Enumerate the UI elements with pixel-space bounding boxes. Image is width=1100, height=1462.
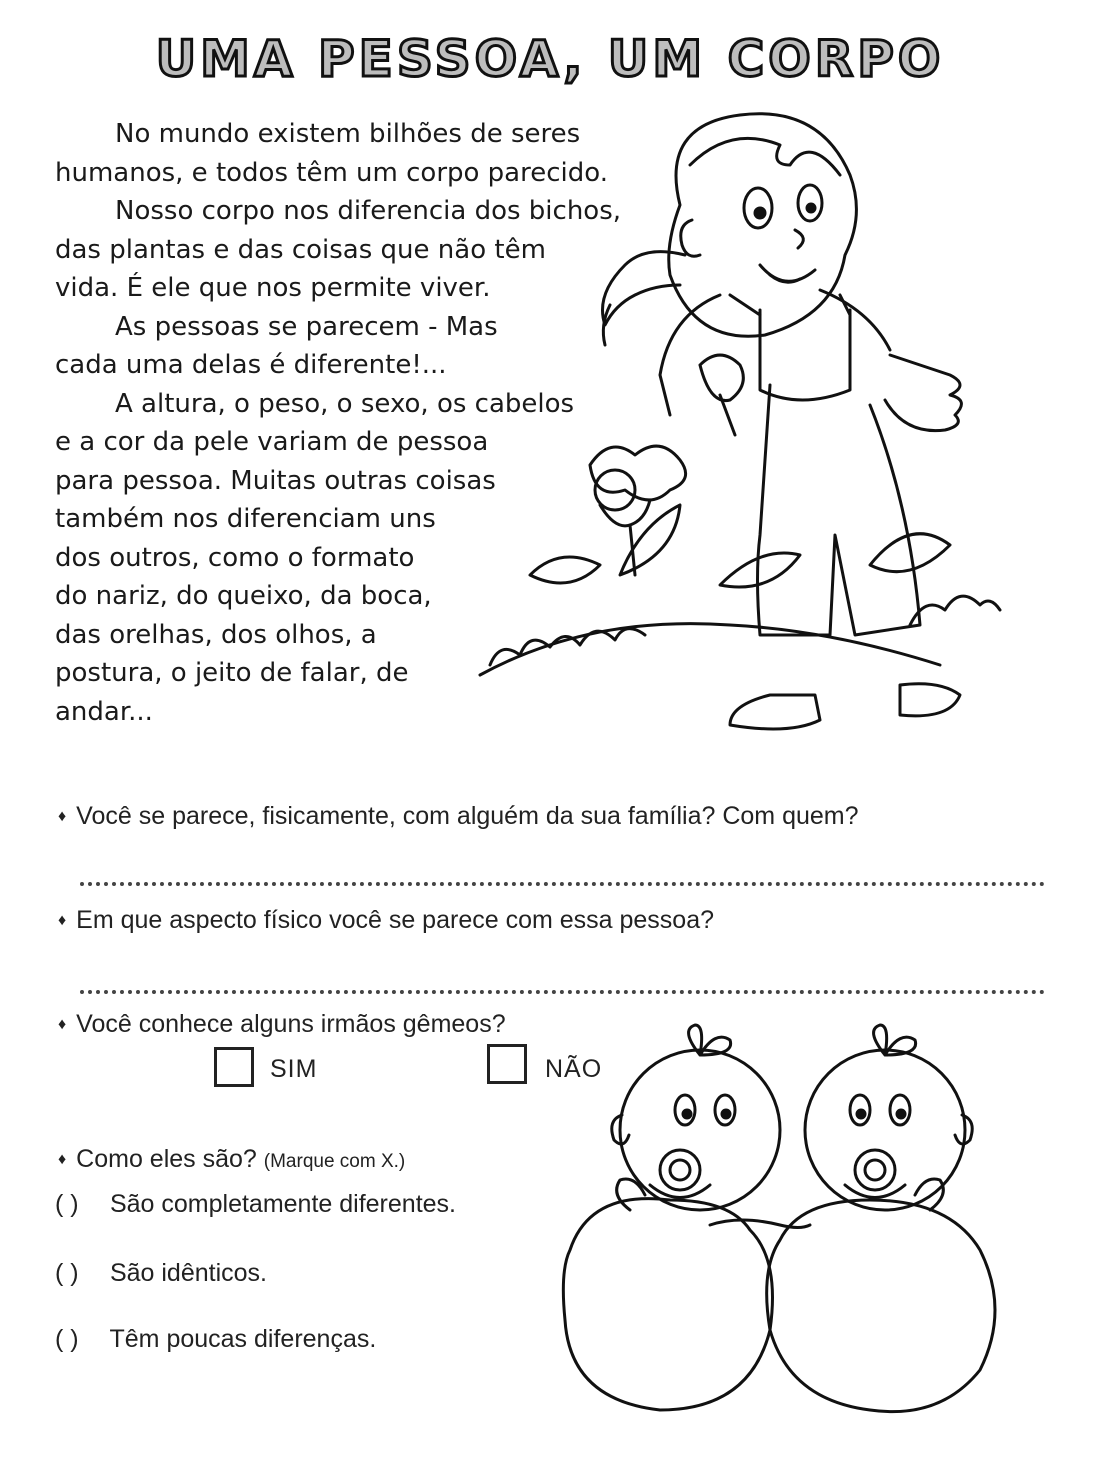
intro-line: No mundo existem bilhões de seres — [115, 119, 581, 149]
intro-line: andar... — [55, 696, 153, 727]
question-4-note: (Marque com X.) — [263, 1151, 406, 1172]
no-checkbox[interactable] — [487, 1044, 527, 1084]
question-4 — [58, 1145, 405, 1174]
intro-line: humanos, e todos têm um corpo parecido. — [55, 157, 608, 188]
page-title: UMA PESSOA, UM CORPO — [155, 30, 945, 88]
question-1 — [58, 802, 859, 831]
question-3-text: Você conhece alguns irmãos gêmeos? — [76, 1010, 506, 1038]
intro-line: e a cor da pele variam de pessoa — [55, 427, 489, 457]
intro-line: A altura, o peso, o sexo, os cabelos — [115, 388, 575, 419]
intro-line: das plantas e das coisas que não têm — [55, 234, 546, 265]
intro-line: dos outros, como o formato — [55, 542, 415, 573]
twins-illustration — [530, 1020, 1050, 1440]
option-3-mark[interactable]: ( ) — [55, 1325, 79, 1353]
option-3[interactable] — [55, 1325, 376, 1354]
question-1-text: Você se parece, fisicamente, com alguém da sua família? Com quem? — [76, 802, 859, 830]
bullet-icon: ♦ — [58, 912, 67, 929]
bullet-icon: ♦ — [58, 808, 67, 825]
option-1-text: São completamente diferentes. — [109, 1190, 456, 1218]
intro-line: As pessoas se parecem - Mas — [115, 311, 498, 342]
answer-line-2[interactable] — [80, 990, 1045, 994]
question-3 — [58, 1010, 506, 1039]
intro-line: para pessoa. Muitas outras coisas — [55, 465, 496, 496]
intro-line: vida. É ele que nos permite viver. — [55, 273, 491, 303]
question-2 — [58, 906, 714, 935]
intro-line: postura, o jeito de falar, de — [55, 658, 409, 688]
question-4-text: Como eles são? — [76, 1145, 257, 1173]
answer-line-1[interactable] — [80, 882, 1045, 886]
bullet-icon: ♦ — [58, 1016, 67, 1033]
intro-line: das orelhas, dos olhos, a — [55, 619, 377, 650]
option-1[interactable] — [55, 1190, 456, 1219]
yes-checkbox[interactable] — [214, 1047, 254, 1087]
option-3-text: Têm poucas diferenças. — [109, 1325, 377, 1353]
option-2-mark[interactable]: ( ) — [55, 1259, 79, 1287]
bullet-icon: ♦ — [58, 1151, 67, 1168]
no-label: NÃO — [545, 1055, 603, 1083]
girl-illustration — [470, 105, 1030, 745]
option-2[interactable] — [55, 1259, 267, 1288]
yes-label: SIM — [270, 1055, 318, 1083]
intro-line: também nos diferenciam uns — [55, 504, 436, 534]
intro-line: Nosso corpo nos diferencia dos bichos, — [115, 196, 622, 226]
option-2-text: São idênticos. — [109, 1259, 267, 1287]
option-1-mark[interactable]: ( ) — [55, 1190, 79, 1218]
intro-line: do nariz, do queixo, da boca, — [55, 581, 432, 611]
question-2-text: Em que aspecto físico você se parece com essa pessoa? — [76, 906, 715, 934]
intro-line: cada uma delas é diferente!... — [55, 350, 447, 380]
